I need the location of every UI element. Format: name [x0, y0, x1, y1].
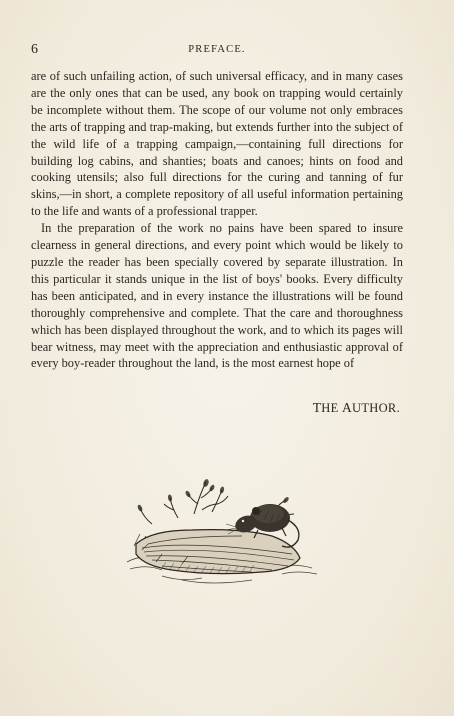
- paragraph-1: are of such unfailing action, of such universal efficacy, and in many cases are the only ones that can be used, any book on trapping would certainly be incomplete without them. The scope of our volume not only embraces the arts of trapping and trap-making, but extends further into the subject of the wild life of a trapping campaign,—containing full directions for building log cabins, and shanties; boats and canoes; hints on food and cooking utensils; also full directions for the curing and tanning of fur skins,—in short, a complete repository of all useful information pertaining to the life and wants of a professional trapper.: [31, 69, 403, 219]
- running-head: PREFACE.: [188, 44, 246, 55]
- signature-rest-1: HE: [321, 401, 342, 415]
- author-signature: [313, 400, 400, 416]
- signature-initial-a: A: [341, 400, 353, 415]
- preface-body: [31, 68, 403, 372]
- mouse-on-corn-husk-engraving-icon: [122, 474, 322, 590]
- paragraph-2: In the preparation of the work no pains have been spared to insure clearness in general directions, and every point which would be likely to puzzle the reader has been specially covered by separate illustration. In this particular it stands unique in the list of boys' books. Every difficulty has been anticipated, and in every instance the illustrations will be found thoroughly comprehensive and complete. That the care and thoroughness which has been displayed throughout the work, and to which its pages will bear witness, may meet with the appreciation and enthusiastic approval of every boy-reader throughout the land, is the most earnest hope of: [31, 221, 403, 371]
- signature-rest-2: UTHOR.: [352, 401, 400, 415]
- page-header: [31, 42, 403, 58]
- page-number: 6: [31, 42, 38, 57]
- signature-initial-t: T: [312, 400, 322, 415]
